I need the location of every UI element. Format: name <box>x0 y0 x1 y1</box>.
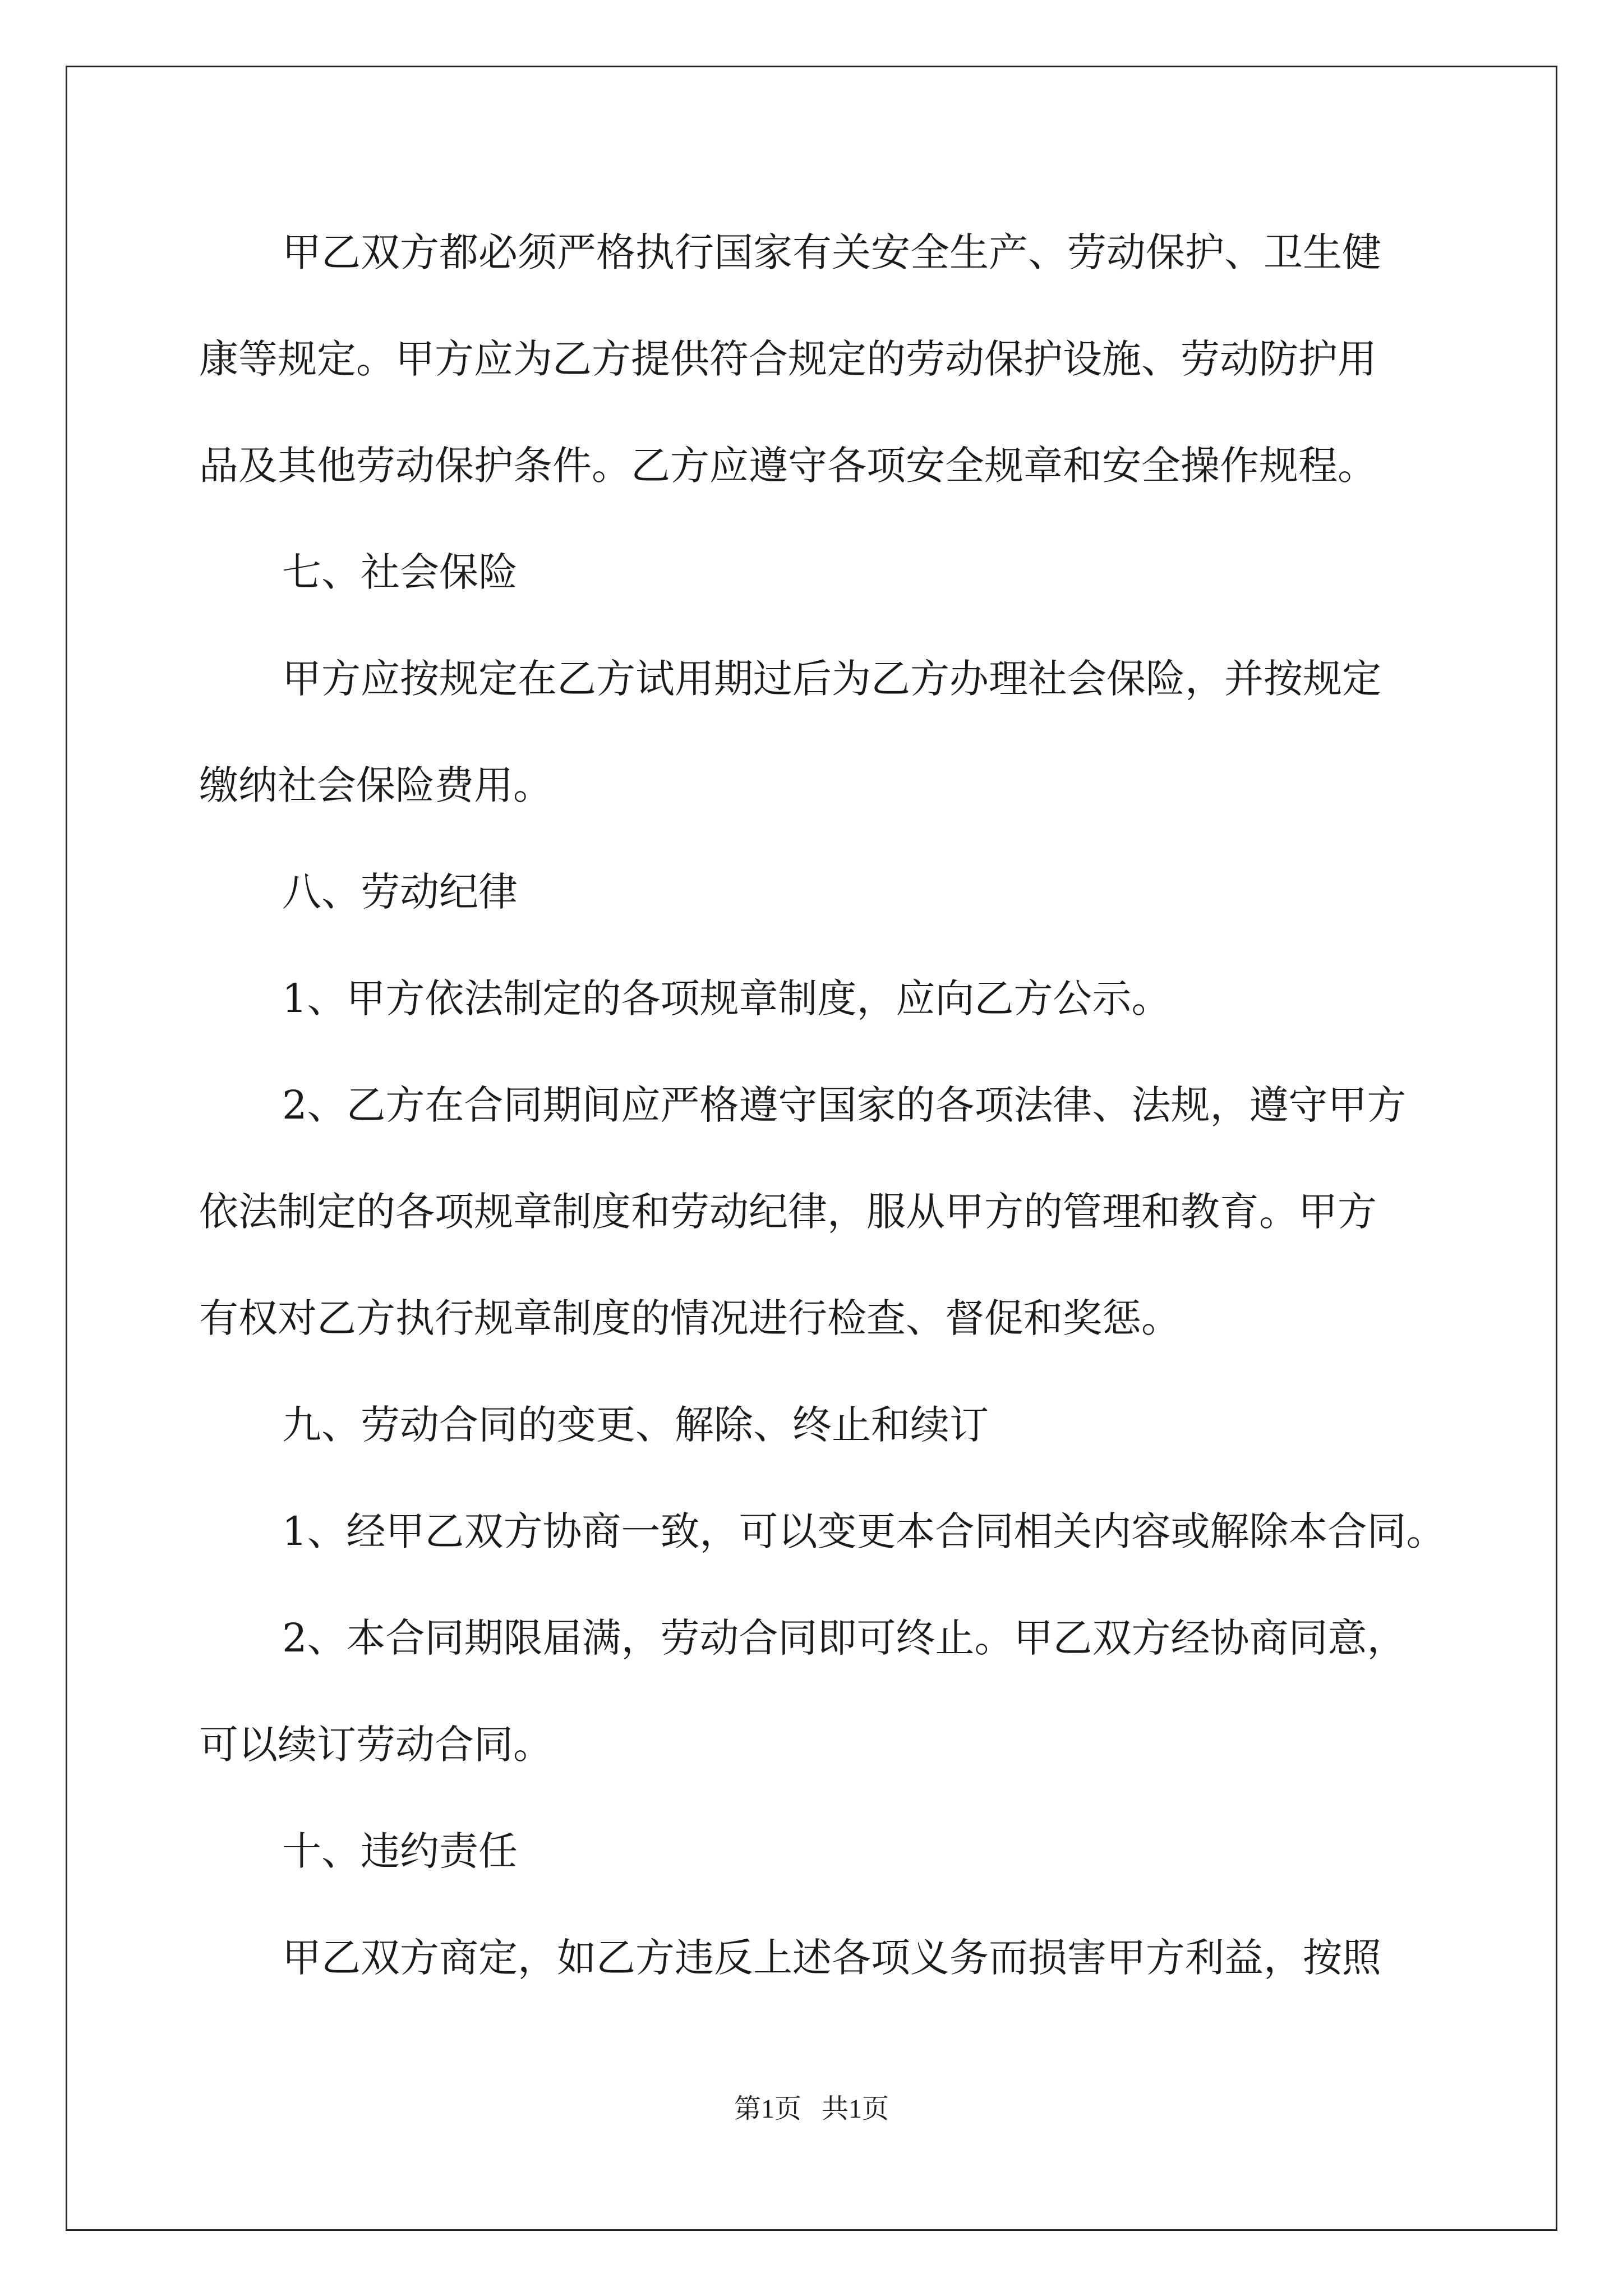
page-footer: 第1页 共1页 <box>734 2094 889 2124</box>
page-border <box>66 66 1557 2231</box>
paragraph-line: 可以续订劳动合同。 <box>199 1722 552 1768</box>
paragraph-line: 依法制定的各项规章制度和劳动纪律，服从甲方的管理和教育。甲方 <box>199 1189 1377 1235</box>
paragraph-line: 甲乙双方都必须严格执行国家有关安全生产、劳动保护、卫生健 <box>282 229 1381 275</box>
paragraph-line: 1、经甲乙双方协商一致，可以变更本合同相关内容或解除本合同。 <box>282 1508 1446 1554</box>
paragraph-line: 2、本合同期限届满，劳动合同即可终止。甲乙双方经协商同意， <box>282 1615 1407 1661</box>
paragraph-line: 甲方应按规定在乙方试用期过后为乙方办理社会保险，并按规定 <box>282 656 1381 702</box>
paragraph-line: 康等规定。甲方应为乙方提供符合规定的劳动保护设施、劳动防护用 <box>199 336 1377 382</box>
section-heading: 七、社会保险 <box>282 549 518 595</box>
paragraph-line: 缴纳社会保险费用。 <box>199 762 552 808</box>
paragraph-line: 甲乙双方商定，如乙方违反上述各项义务而损害甲方利益，按照 <box>282 1935 1381 1981</box>
paragraph-line: 2、乙方在合同期间应严格遵守国家的各项法律、法规，遵守甲方 <box>282 1082 1407 1128</box>
paragraph-line: 有权对乙方执行规章制度的情况进行检查、督促和奖惩。 <box>199 1295 1181 1341</box>
section-heading: 九、劳动合同的变更、解除、终止和续订 <box>282 1402 989 1448</box>
paragraph-line: 1、甲方依法制定的各项规章制度，应向乙方公示。 <box>282 976 1171 1022</box>
section-heading: 八、劳动纪律 <box>282 869 518 915</box>
paragraph-line: 品及其他劳动保护条件。乙方应遵守各项安全规章和安全操作规程。 <box>199 443 1377 489</box>
section-heading: 十、违约责任 <box>282 1828 518 1874</box>
